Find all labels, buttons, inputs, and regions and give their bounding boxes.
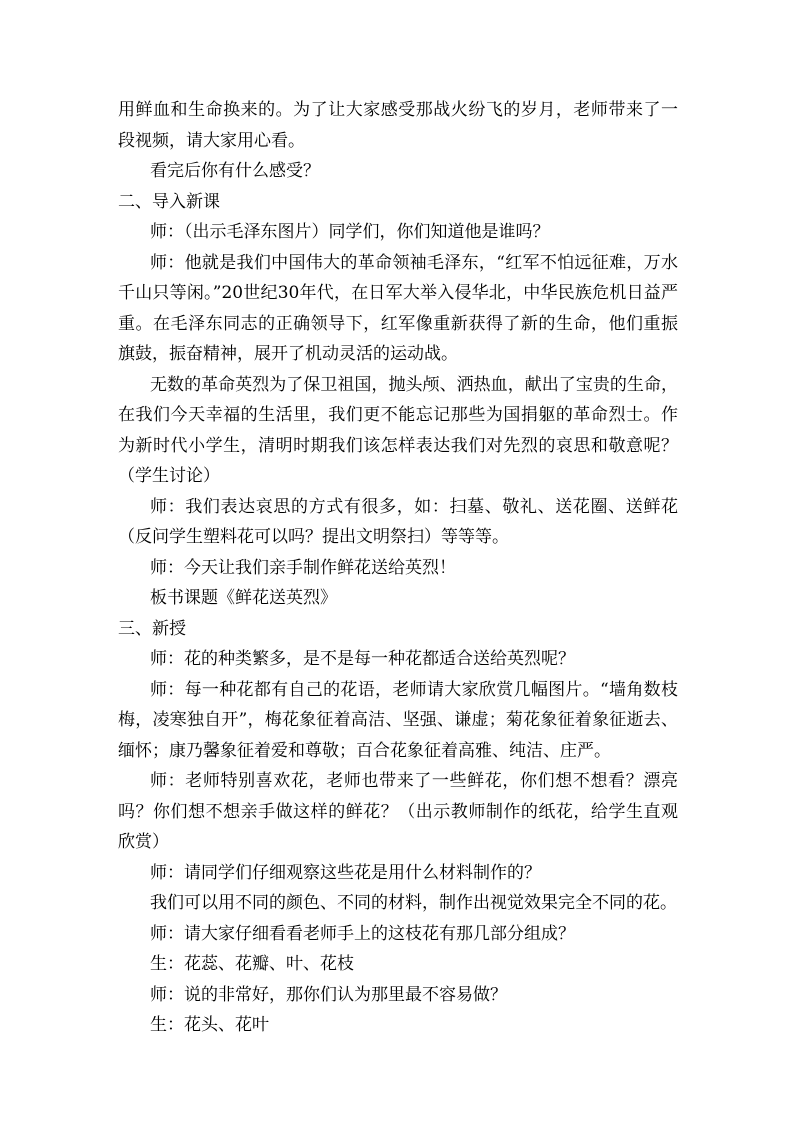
paragraph-student-hardest: 生：花头、花叶 <box>150 1015 269 1035</box>
paragraph-board-title: 板书课题《鲜花送英烈》 <box>150 588 337 608</box>
paragraph-teacher-mourning: 师：我们表达哀思的方式有很多，如：扫墓、敬礼、送花圈、送鲜花（反问学生塑料花可以吗？提出文明祭扫）等等等。 <box>118 496 678 547</box>
paragraph-teacher-flower-types: 师：花的种类繁多，是不是每一种花都适合送给英烈呢？ <box>150 649 575 669</box>
paragraph-continuation: 用鲜血和生命换来的。为了让大家感受那战火纷飞的岁月，老师带来了一段视频，请大家用心看。 <box>118 100 678 151</box>
paragraph-teacher-today: 师：今天让我们亲手制作鲜花送给英烈！ <box>150 557 456 578</box>
paragraph-martyrs: 无数的革命英烈为了保卫祖国，抛头颅、洒热血，献出了宝贵的生命，在我们今天幸福的生活里，我们更不能忘记那些为国捐躯的革命烈士。作为新时代小学生，清明时期我们该怎样表达我们对先烈的哀思和敬意呢？（学生讨论） <box>118 374 678 486</box>
paragraph-student-parts: 生：花蕊、花瓣、叶、花枝 <box>150 954 354 974</box>
section-heading-intro: 二、导入新课 <box>118 191 220 212</box>
paragraph-teacher-flower-parts: 师：请大家仔细看看老师手上的这枝花有那几部分组成？ <box>150 923 575 944</box>
paragraph-teacher-flower-language: 师：每一种花都有自己的花语，老师请大家欣赏几幅图片。“墙角数枝梅，凌寒独自开”，梅花象征着高洁、坚强、谦虚；菊花象征着象征逝去、缅怀；康乃馨象征着爱和尊敬；百合花象征着高雅、纯洁、庄严。 <box>118 679 678 761</box>
paragraph-different-materials: 我们可以用不同的颜色、不同的材料，制作出视觉效果完全不同的花。 <box>150 893 677 913</box>
paragraph-teacher-show-picture: 师：（出示毛泽东图片）同学们，你们知道他是谁吗？ <box>150 222 550 242</box>
document-body <box>118 95 678 1041</box>
section-heading-new-lesson: 三、新授 <box>118 618 186 639</box>
paragraph-teacher-likes-flowers: 师：老师特别喜欢花，老师也带来了一些鲜花，你们想不想看？漂亮吗？你们想不想亲手做这样的鲜花？（出示教师制作的纸花，给学生直观欣赏） <box>118 771 678 852</box>
paragraph-teacher-materials: 师：请同学们仔细观察这些花是用什么材料制作的？ <box>150 862 541 883</box>
paragraph-teacher-hardest: 师：说的非常好，那你们认为那里最不容易做？ <box>150 984 507 1005</box>
paragraph-question: 看完后你有什么感受？ <box>150 161 320 181</box>
paragraph-teacher-mao: 师：他就是我们中国伟大的革命领袖毛泽东，“红军不怕远征难，万水千山只等闲。”20世纪30年代，在日军大举入侵华北，中华民族危机日益严重。在毛泽东同志的正确领导下，红军像重新获得了新的生命，他们重振旗鼓，振奋精神，展开了机动灵活的运动战。 <box>118 252 678 364</box>
